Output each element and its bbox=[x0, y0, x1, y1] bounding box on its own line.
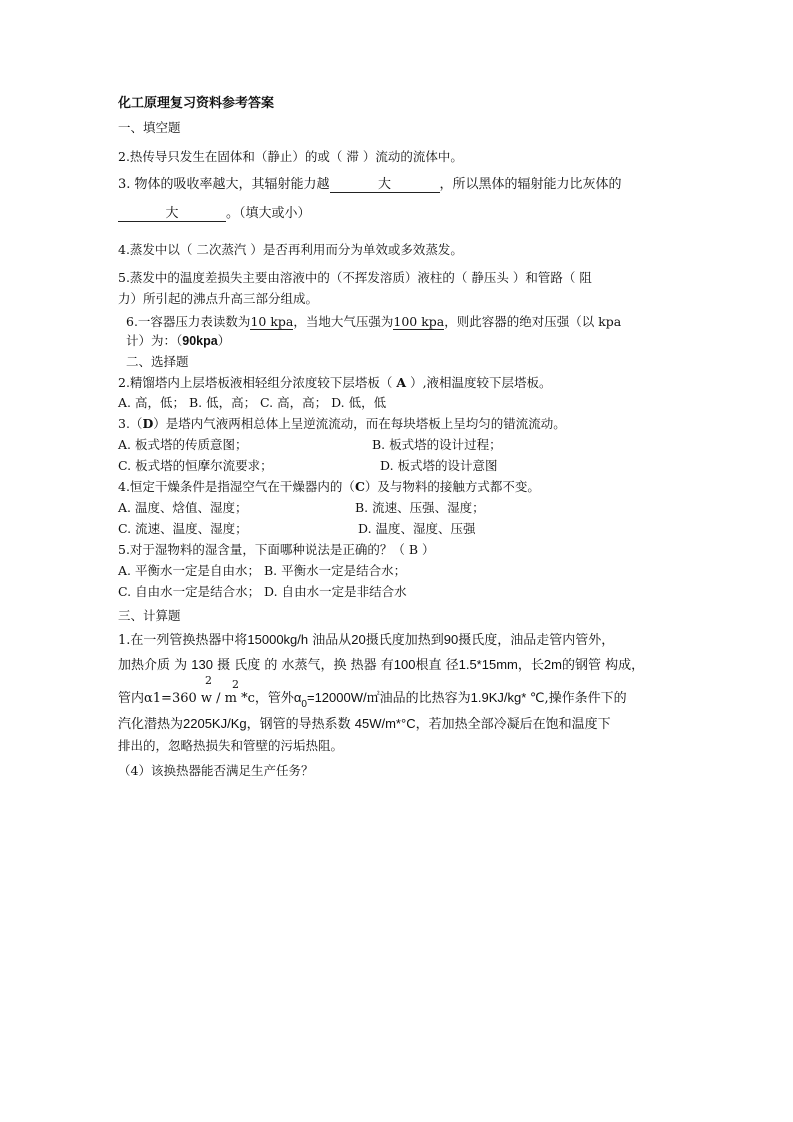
p1-l3-text-a: 管内α1=360 w / m *c，管外 bbox=[118, 691, 294, 706]
p1-temp-out: 90 bbox=[443, 632, 459, 647]
p1-l4-text-e: ，若加热全部冷凝后在饱和温度下 bbox=[415, 717, 611, 732]
choice-3-option-b: B. 板式塔的设计过程； bbox=[372, 437, 502, 452]
choice-4-option-c: C. 流速、温度、湿度； bbox=[118, 521, 248, 536]
question-6-line-1 bbox=[126, 314, 621, 330]
q6-gauge-value: 10 kpa bbox=[250, 314, 294, 329]
p1-subq-text: 该换热器能否满足生产任务？ bbox=[150, 763, 314, 778]
p1-alpha-symbol: α bbox=[293, 690, 302, 705]
choice-4-option-d: D. 温度、湿度、压强 bbox=[358, 521, 476, 536]
p1-alpha-outer-value: =12000W/㎡ bbox=[306, 690, 380, 705]
choice-5-options-cd: C. 自由水一定是结合水； D. 自由水一定是非结合水 bbox=[118, 584, 407, 599]
c3-pre: 3.（ bbox=[118, 416, 143, 431]
c4-post: ）及与物料的接触方式都不变。 bbox=[364, 479, 540, 494]
p1-subq-number: （4） bbox=[118, 763, 151, 778]
choice-3-option-d: D. 板式塔的设计意图 bbox=[380, 458, 498, 473]
p1-l1-text-a: 1.在一列管换热器中将 bbox=[118, 633, 248, 648]
p1-latent-heat: 2205KJ/Kg bbox=[183, 716, 247, 731]
p1-l3-text-f: ,操作条件下的 bbox=[544, 691, 627, 706]
section-heading-calculation: 三、计算题 bbox=[118, 608, 181, 623]
q3-suffix: 。（填大或小） bbox=[226, 206, 311, 221]
q3-middle: ，所以黑体的辐射能力比灰体的 bbox=[439, 177, 622, 192]
p1-temp-in: 20 bbox=[351, 632, 366, 647]
question-3-line-1 bbox=[118, 177, 622, 193]
p1-flow-rate: 15000kg/h bbox=[247, 632, 309, 647]
p1-specific-heat: 1.9KJ/kg* ℃ bbox=[470, 690, 545, 705]
c4-answer: C bbox=[354, 479, 365, 494]
p1-tube-size: 1.5*15mm bbox=[458, 657, 518, 672]
choice-4-option-a: A. 温度、焓值、湿度； bbox=[118, 500, 248, 515]
c3-answer: D bbox=[142, 416, 154, 431]
p1-l2-text-e: 根直 径 bbox=[415, 658, 459, 673]
p1-l2-text-c: 摄 氏度 的 水蒸气，换 热器 有 bbox=[212, 658, 394, 673]
p1-tube-length: 2m bbox=[543, 657, 562, 672]
q6-text-2: ，当地大气压强为 bbox=[293, 314, 394, 329]
choice-3-option-c: C. 板式塔的恒摩尔流要求； bbox=[118, 458, 273, 473]
choice-4-stem bbox=[118, 479, 540, 495]
p1-l1-text-e: 摄氏度加热到 bbox=[365, 633, 444, 648]
choice-2-stem bbox=[118, 375, 552, 391]
problem-1-line-4 bbox=[118, 716, 611, 733]
c2-stem-end: ）,液相温度较下层塔板。 bbox=[406, 375, 552, 390]
q6-text-5: ） bbox=[217, 333, 231, 348]
problem-1-line-5: 排出的，忽略热损失和管壁的污垢热阻。 bbox=[118, 738, 344, 753]
c4-pre: 4.恒定干燥条件是指湿空气在干燥器内的（ bbox=[118, 479, 355, 494]
c2-stem-text: 2.精馏塔内上层塔板液相轻组分浓度较下层塔板（ bbox=[118, 375, 397, 390]
section-heading-fill-in: 一、填空题 bbox=[118, 120, 181, 135]
q6-text-3: ，则此容器的绝对压强（以 kpa bbox=[444, 314, 622, 329]
p1-tube-count: 100 bbox=[393, 657, 416, 672]
problem-1-line-2 bbox=[118, 657, 644, 674]
question-6-line-2 bbox=[126, 333, 230, 349]
q6-answer: 90kpa bbox=[182, 334, 218, 348]
q3-prefix: 3. 物体的吸收率越大，其辐射能力越 bbox=[118, 177, 330, 192]
choice-5-stem: 5.对于湿物料的湿含量，下面哪种说法是正确的？（ B ） bbox=[118, 542, 435, 557]
choice-2-options: A. 高，低； B. 低，高； C. 高，高； D. 低，低 bbox=[118, 395, 387, 410]
q6-text-4: 计）为：（ bbox=[126, 333, 183, 348]
p1-l3-text-d: 油品的比热容为 bbox=[379, 691, 471, 706]
document-title: 化工原理复习资料参考答案 bbox=[118, 96, 275, 111]
q6-atm-value: 100 kpa bbox=[393, 314, 445, 329]
q3-answer-2: 大 bbox=[118, 207, 226, 222]
p1-l4-text-a: 汽化潜热为 bbox=[118, 717, 184, 732]
q6-text-1: 6.一容器压力表读数为 bbox=[126, 314, 251, 329]
question-3-line-2 bbox=[118, 206, 311, 222]
choice-5-options-ab: A. 平衡水一定是自由水； B. 平衡水一定是结合水； bbox=[118, 563, 407, 578]
p1-l2-text-g: ，长 bbox=[517, 658, 544, 673]
p1-l2-text-i: 的钢管 构成， bbox=[561, 658, 645, 673]
p1-conductivity: 45W/m*°C bbox=[354, 716, 416, 731]
superscript-2-b: 2 bbox=[232, 678, 239, 691]
p1-l1-text-c: 油品从 bbox=[308, 633, 352, 648]
question-5-line-1: 5.蒸发中的温度差损失主要由溶液中的（不挥发溶质）液柱的（ 静压头 ）和管路（ 阻 bbox=[118, 270, 592, 285]
superscript-2-a: 2 bbox=[205, 674, 212, 687]
problem-1-subquestion-4 bbox=[118, 763, 313, 779]
choice-3-option-a: A. 板式塔的传质意图； bbox=[118, 437, 248, 452]
p1-l1-text-g: 摄氏度，油品走管内管外， bbox=[458, 633, 615, 648]
choice-3-stem bbox=[118, 416, 566, 432]
question-4-fill: 4.蒸发中以（ 二次蒸汽 ）是否再利用而分为单效或多效蒸发。 bbox=[118, 242, 463, 257]
q3-answer-1: 大 bbox=[330, 178, 440, 193]
p1-steam-temp: 130 bbox=[191, 657, 213, 672]
p1-alpha-subscript: 0 bbox=[301, 699, 307, 710]
c3-post: ）是塔内气液两相总体上呈逆流流动，而在每块塔板上呈均匀的错流流动。 bbox=[153, 416, 566, 431]
problem-1-line-3 bbox=[118, 690, 627, 708]
question-5-line-2: 力）所引起的沸点升高三部分组成。 bbox=[118, 291, 319, 306]
question-2-fill: 2.热传导只发生在固体和（静止）的或（ 滞 ）流动的流体中。 bbox=[118, 149, 463, 164]
problem-1-line-1 bbox=[118, 632, 614, 649]
c2-answer: A bbox=[396, 375, 407, 390]
p1-l4-text-c: ，钢管的导热系数 bbox=[246, 717, 355, 732]
p1-l2-text-a: 加热介质 为 bbox=[118, 658, 192, 673]
section-heading-choice: 二、选择题 bbox=[126, 354, 189, 369]
choice-4-option-b: B. 流速、压强、湿度； bbox=[355, 500, 485, 515]
